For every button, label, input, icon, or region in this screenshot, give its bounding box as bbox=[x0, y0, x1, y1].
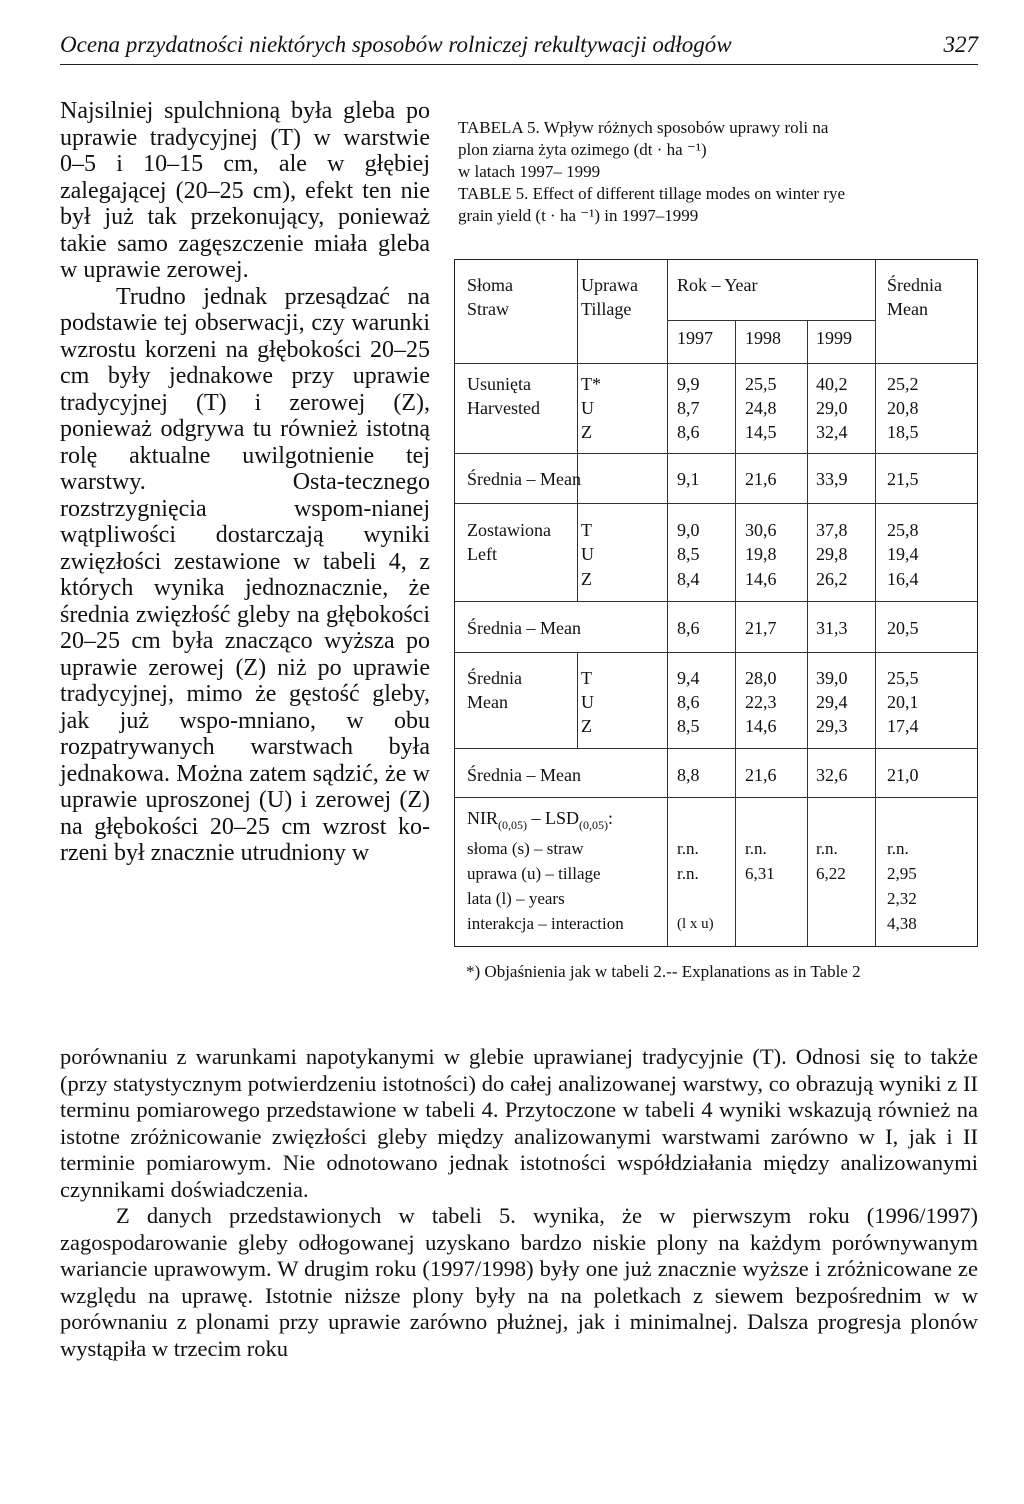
tillage-cell: Z bbox=[581, 716, 592, 736]
table-footnote: *) Objaśnienia jak w tabeli 2.-- Explanations as in Table 2 bbox=[466, 962, 861, 981]
value-cell: 25,5 bbox=[745, 374, 777, 394]
header-1997: 1997 bbox=[677, 328, 713, 348]
table-rule bbox=[577, 652, 578, 748]
value-cell: 30,6 bbox=[745, 520, 777, 540]
mean-row-value: 9,1 bbox=[677, 469, 700, 489]
body-paragraph: porównaniu z warunkami napotykanymi w glebie uprawianej tradycyjnie (T). Odnosi się to także (przy statystycznym potwierdzeniu istotności) do całej analizowanej warstwy, co obrazują wyniki z II terminu pomiarowego przedstawione w tabeli 4. Przytoczone w tabeli 4 wyniki wskazują również na istotne zróżnicowanie zwięzłości gleby między analizowanymi warstwami zarówno w I, jak i II terminie pomiarowym. Nie odnotowano jednak istotności współdziałania między analizowanymi czynnikami doświadczenia. bbox=[60, 1044, 978, 1202]
value-cell: 28,0 bbox=[745, 668, 777, 688]
value-cell: 16,4 bbox=[887, 569, 919, 589]
mean-row-value: 33,9 bbox=[816, 469, 848, 489]
tillage-cell: T bbox=[581, 668, 592, 688]
group-label-pl: Zostawiona bbox=[467, 520, 551, 540]
table-rule bbox=[875, 260, 876, 946]
group-label-pl: Średnia bbox=[467, 668, 522, 688]
mean-row-value: 21,0 bbox=[887, 765, 919, 785]
table-rule bbox=[455, 601, 977, 602]
value-cell: 8,6 bbox=[677, 692, 700, 712]
table-rule bbox=[667, 320, 875, 321]
table-rule bbox=[455, 797, 977, 798]
lsd-value: r.n. bbox=[887, 839, 909, 858]
lsd-value: 6,31 bbox=[745, 864, 775, 883]
value-cell: 9,9 bbox=[677, 374, 700, 394]
group-label-pl: Usunięta bbox=[467, 374, 531, 394]
table-rule bbox=[735, 320, 736, 946]
value-cell: 29,8 bbox=[816, 544, 848, 564]
value-cell: 22,3 bbox=[745, 692, 777, 712]
header-1998: 1998 bbox=[745, 328, 781, 348]
value-cell: 8,7 bbox=[677, 398, 700, 418]
caption-line: TABLE 5. Effect of different tillage modes on winter rye bbox=[458, 184, 845, 203]
value-cell: 25,5 bbox=[887, 668, 919, 688]
body-paragraph: Najsilniej spulchnioną była gleba po uprawie tradycyjnej (T) w warstwie 0–5 i 10–15 cm, ale w głębiej zalegającej (20–25 cm), efekt ten nie był już tak przekonujący, ponieważ takie samo zagęszczenie miała gleba w uprawie zerowej. bbox=[60, 98, 430, 283]
lsd-row-label: lata (l) – years bbox=[467, 889, 565, 908]
table-caption bbox=[458, 117, 978, 227]
table-rule bbox=[455, 363, 977, 364]
table-rule bbox=[455, 453, 977, 454]
lsd-value: 2,95 bbox=[887, 864, 917, 883]
lsd-heading: $NIR_{(0,05)} - LSD_{(0,05)}$: bbox=[467, 808, 614, 832]
lsd-row-label: uprawa (u) – tillage bbox=[467, 864, 601, 883]
lsd-value: (l x u) bbox=[677, 916, 714, 932]
table-rule bbox=[455, 503, 977, 504]
value-cell: 9,0 bbox=[677, 520, 700, 540]
mean-row-value: 21,5 bbox=[887, 469, 919, 489]
lsd-value: r.n. bbox=[677, 839, 699, 858]
value-cell: 9,4 bbox=[677, 668, 700, 688]
value-cell: 19,8 bbox=[745, 544, 777, 564]
value-cell: 20,8 bbox=[887, 398, 919, 418]
tillage-cell: U bbox=[581, 544, 594, 564]
header-straw-pl: Słoma bbox=[467, 275, 514, 295]
mean-row-label: Średnia – Mean bbox=[467, 618, 581, 638]
lsd-value: 4,38 bbox=[887, 914, 917, 933]
value-cell: 29,4 bbox=[816, 692, 848, 712]
full-width-text bbox=[60, 1044, 978, 1362]
value-cell: 14,5 bbox=[745, 422, 777, 442]
caption-line: plon ziarna żyta ozimego (dt · ha ⁻¹) bbox=[458, 140, 707, 159]
value-cell: 18,5 bbox=[887, 422, 919, 442]
header-year: Rok – Year bbox=[677, 275, 758, 295]
lsd-value: r.n. bbox=[745, 839, 767, 858]
caption-line: w latach 1997– 1999 bbox=[458, 162, 601, 181]
table-rule bbox=[455, 652, 977, 653]
mean-row-value: 8,6 bbox=[677, 618, 700, 638]
value-cell: 24,8 bbox=[745, 398, 777, 418]
header-straw-en: Straw bbox=[467, 299, 509, 319]
mean-row-value: 8,8 bbox=[677, 765, 700, 785]
value-cell: 8,5 bbox=[677, 544, 700, 564]
value-cell: 19,4 bbox=[887, 544, 919, 564]
value-cell: 25,8 bbox=[887, 520, 919, 540]
mean-row-value: 21,6 bbox=[745, 765, 777, 785]
group-label-en: Left bbox=[467, 544, 497, 564]
header-tillage-pl: Uprawa bbox=[581, 275, 638, 295]
value-cell: 40,2 bbox=[816, 374, 848, 394]
value-cell: 29,3 bbox=[816, 716, 848, 736]
group-label-en: Mean bbox=[467, 692, 508, 712]
tillage-cell: Z bbox=[581, 422, 592, 442]
body-paragraph: Z danych przedstawionych w tabeli 5. wynika, że w pierwszym roku (1996/1997) zagospodarowanie gleby odłogowanej uzyskano bardzo niskie plony na każdym porównywanym wariancie uprawowym. W drugim roku (1997/1998) były one już znacznie wyższe i zróżnicowane ze względu na uprawę. Istotnie niższe plony były na na poletkach z siewem bezpośrednim w w porównaniu z plonami przy uprawie zarówno płużnej, jak i minimalnej. Dalsza progresja plonów wystąpiła w trzecim roku bbox=[60, 1203, 978, 1361]
value-cell: 20,1 bbox=[887, 692, 919, 712]
value-cell: 29,0 bbox=[816, 398, 848, 418]
value-cell: 8,4 bbox=[677, 569, 700, 589]
group-label-en: Harvested bbox=[467, 398, 540, 418]
header-mean-pl: Średnia bbox=[887, 275, 942, 295]
caption-line: TABELA 5. Wpływ różnych sposobów uprawy roli na bbox=[458, 118, 829, 137]
mean-row-value: 31,3 bbox=[816, 618, 848, 638]
mean-row-value: 20,5 bbox=[887, 618, 919, 638]
mean-row-label: Średnia – Mean bbox=[467, 469, 581, 489]
value-cell: 25,2 bbox=[887, 374, 919, 394]
value-cell: 39,0 bbox=[816, 668, 848, 688]
value-cell: 8,5 bbox=[677, 716, 700, 736]
tillage-cell: U bbox=[581, 692, 594, 712]
lsd-value: 6,22 bbox=[816, 864, 846, 883]
lsd-row-label: interakcja – interaction bbox=[467, 914, 624, 933]
header-tillage-en: Tillage bbox=[581, 299, 632, 319]
yield-table bbox=[454, 259, 978, 947]
table-rule bbox=[455, 748, 977, 749]
tillage-cell: Z bbox=[581, 569, 592, 589]
left-column-text bbox=[60, 98, 430, 867]
header-mean-en: Mean bbox=[887, 299, 928, 319]
page-number: 327 bbox=[943, 32, 978, 57]
value-cell: 17,4 bbox=[887, 716, 919, 736]
mean-row-value: 32,6 bbox=[816, 765, 848, 785]
running-header bbox=[60, 30, 978, 65]
value-cell: 14,6 bbox=[745, 716, 777, 736]
value-cell: 26,2 bbox=[816, 569, 848, 589]
lsd-row-label: słoma (s) – straw bbox=[467, 839, 584, 858]
tillage-cell: U bbox=[581, 398, 594, 418]
table-rule bbox=[577, 503, 578, 601]
mean-row-label: Średnia – Mean bbox=[467, 765, 581, 785]
lsd-value: 2,32 bbox=[887, 889, 917, 908]
body-paragraph: Trudno jednak przesądzać na podstawie tej obserwacji, czy warunki wzrostu korzeni na głębokości 20–25 cm były jednakowe przy uprawie tradycyjnej (T) i zerowej (Z), ponieważ odgrywa tu również istotną rolę aktualne uwilgotnienie tej warstwy. Osta-tecznego rozstrzygnięcia wspom-nianej wątpliwości dostarczają wyniki zwięzłości zestawione w tabeli 4, z których wynika jednoznacznie, że średnia zwięzłość gleby na głębokości 20–25 cm była znacząco wyższa po uprawie zerowej (Z) niż po uprawie tradycyjnej, mimo że gęstość gleby, jak już wspo-mniano, w obu rozpatrywanych warstwach była jednakowa. Można zatem sądzić, że w uprawie uproszonej (U) i zerowej (Z) na głębokości 20–25 cm wzrost ko-rzeni był znacznie utrudniony w bbox=[60, 283, 430, 866]
header-1999: 1999 bbox=[816, 328, 852, 348]
tillage-cell: T* bbox=[581, 374, 601, 394]
value-cell: 37,8 bbox=[816, 520, 848, 540]
value-cell: 14,6 bbox=[745, 569, 777, 589]
lsd-value: r.n. bbox=[816, 839, 838, 858]
value-cell: 32,4 bbox=[816, 422, 848, 442]
lsd-value: r.n. bbox=[677, 864, 699, 883]
running-title: Ocena przydatności niektórych sposobów rolniczej rekultywacji odłogów bbox=[60, 32, 732, 57]
caption-line: grain yield (t · ha ⁻¹) in 1997–1999 bbox=[458, 206, 699, 225]
tillage-cell: T bbox=[581, 520, 592, 540]
value-cell: 8,6 bbox=[677, 422, 700, 442]
mean-row-value: 21,7 bbox=[745, 618, 777, 638]
mean-row-value: 21,6 bbox=[745, 469, 777, 489]
table-rule bbox=[667, 260, 668, 946]
table-rule bbox=[807, 320, 808, 946]
